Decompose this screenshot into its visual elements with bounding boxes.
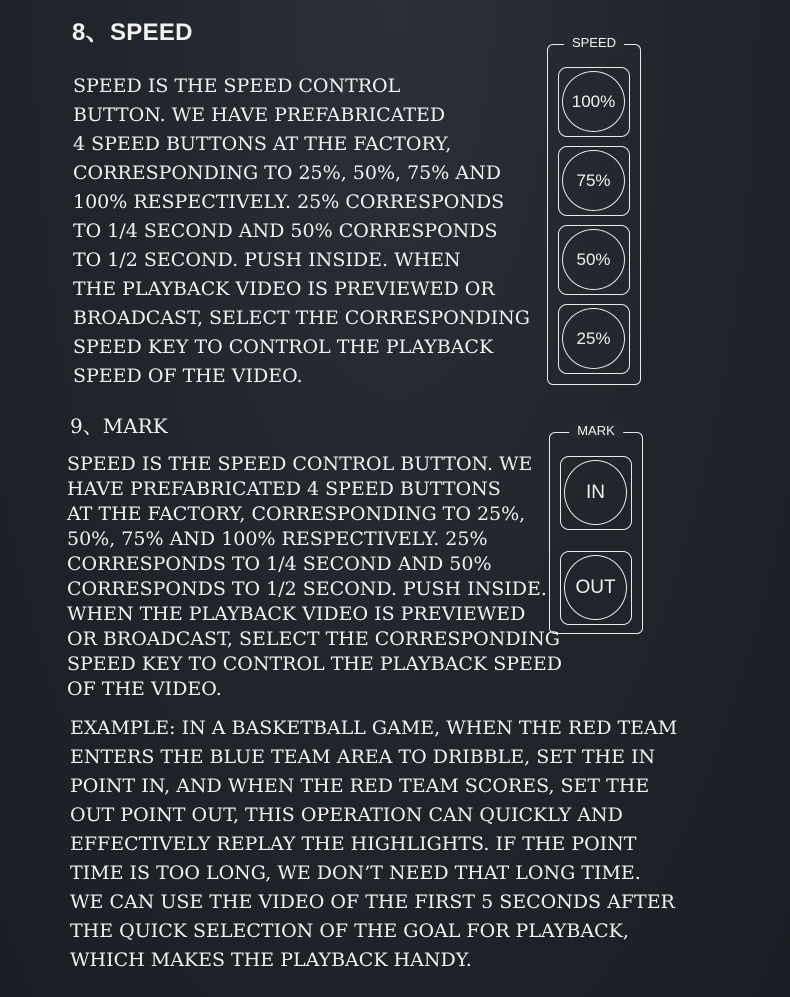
speed-25-label: 25% xyxy=(562,308,625,369)
text-line: SPEED IS THE SPEED CONTROL BUTTON. WE xyxy=(67,453,533,475)
text-line: CORRESPONDING TO 25%, 50%, 75% AND xyxy=(73,162,501,184)
text-line: 100% RESPECTIVELY. 25% CORRESPONDS xyxy=(73,191,505,213)
speed-section-text xyxy=(73,72,543,391)
speed-section-title: 8、SPEED xyxy=(72,19,193,46)
text-line: THE QUICK SELECTION OF THE GOAL FOR PLAYBACK, xyxy=(70,920,629,942)
text-line: BROADCAST, SELECT THE CORRESPONDING xyxy=(73,307,530,329)
mark-in-label: IN xyxy=(564,460,627,525)
example-paragraph xyxy=(70,714,678,975)
text-line: SPEED KEY TO CONTROL THE PLAYBACK xyxy=(73,336,494,358)
mark-panel-label: MARK xyxy=(569,423,623,438)
text-line: CORRESPONDS TO 1/4 SECOND AND 50% xyxy=(67,553,492,575)
text-line: EXAMPLE: IN A BASKETBALL GAME, WHEN THE RED TEAM xyxy=(70,717,678,739)
text-line: THE PLAYBACK VIDEO IS PREVIEWED OR xyxy=(73,278,495,300)
mark-out-label: OUT xyxy=(564,555,627,620)
text-line: TO 1/4 SECOND AND 50% CORRESPONDS xyxy=(73,220,498,242)
text-line: WHICH MAKES THE PLAYBACK HANDY. xyxy=(70,949,472,971)
speed-75-label: 75% xyxy=(562,150,625,211)
text-line: 4 SPEED BUTTONS AT THE FACTORY, xyxy=(73,133,452,155)
text-line: ENTERS THE BLUE TEAM AREA TO DRIBBLE, SET THE IN xyxy=(70,746,656,768)
text-line: OF THE VIDEO. xyxy=(67,678,222,700)
text-line: SPEED IS THE SPEED CONTROL xyxy=(73,75,401,97)
text-line: AT THE FACTORY, CORRESPONDING TO 25%, xyxy=(67,503,526,525)
speed-50-button[interactable] xyxy=(558,225,630,295)
text-line: OR BROADCAST, SELECT THE CORRESPONDING xyxy=(67,628,560,650)
text-line: POINT IN, AND WHEN THE RED TEAM SCORES, SET THE xyxy=(70,775,650,797)
speed-100-button[interactable] xyxy=(558,67,630,137)
mark-in-button[interactable] xyxy=(560,456,632,530)
text-line: HAVE PREFABRICATED 4 SPEED BUTTONS xyxy=(67,478,501,500)
mark-section-title: 9、MARK xyxy=(70,414,168,438)
text-line: BUTTON. WE HAVE PREFABRICATED xyxy=(73,104,446,126)
text-line: TIME IS TOO LONG, WE DON’T NEED THAT LONG TIME. xyxy=(70,862,641,884)
text-line: 50%, 75% AND 100% RESPECTIVELY. 25% xyxy=(67,528,488,550)
text-line: SPEED KEY TO CONTROL THE PLAYBACK SPEED xyxy=(67,653,562,675)
mark-panel xyxy=(549,423,643,634)
text-line: SPEED OF THE VIDEO. xyxy=(73,365,303,387)
speed-panel xyxy=(547,35,641,385)
mark-out-button[interactable] xyxy=(560,551,632,625)
text-line: EFFECTIVELY REPLAY THE HIGHLIGHTS. IF THE POINT xyxy=(70,833,637,855)
text-line: TO 1/2 SECOND. PUSH INSIDE. WHEN xyxy=(73,249,461,271)
speed-75-button[interactable] xyxy=(558,146,630,216)
speed-panel-label: SPEED xyxy=(564,35,624,50)
mark-section-text xyxy=(67,452,562,702)
speed-50-label: 50% xyxy=(562,229,625,290)
text-line: WE CAN USE THE VIDEO OF THE FIRST 5 SECONDS AFTER xyxy=(70,891,675,913)
text-line: WHEN THE PLAYBACK VIDEO IS PREVIEWED xyxy=(67,603,526,625)
speed-100-label: 100% xyxy=(562,71,625,132)
speed-25-button[interactable] xyxy=(558,304,630,374)
text-line: OUT POINT OUT, THIS OPERATION CAN QUICKLY AND xyxy=(70,804,623,826)
text-line: CORRESPONDS TO 1/2 SECOND. PUSH INSIDE. xyxy=(67,578,547,600)
